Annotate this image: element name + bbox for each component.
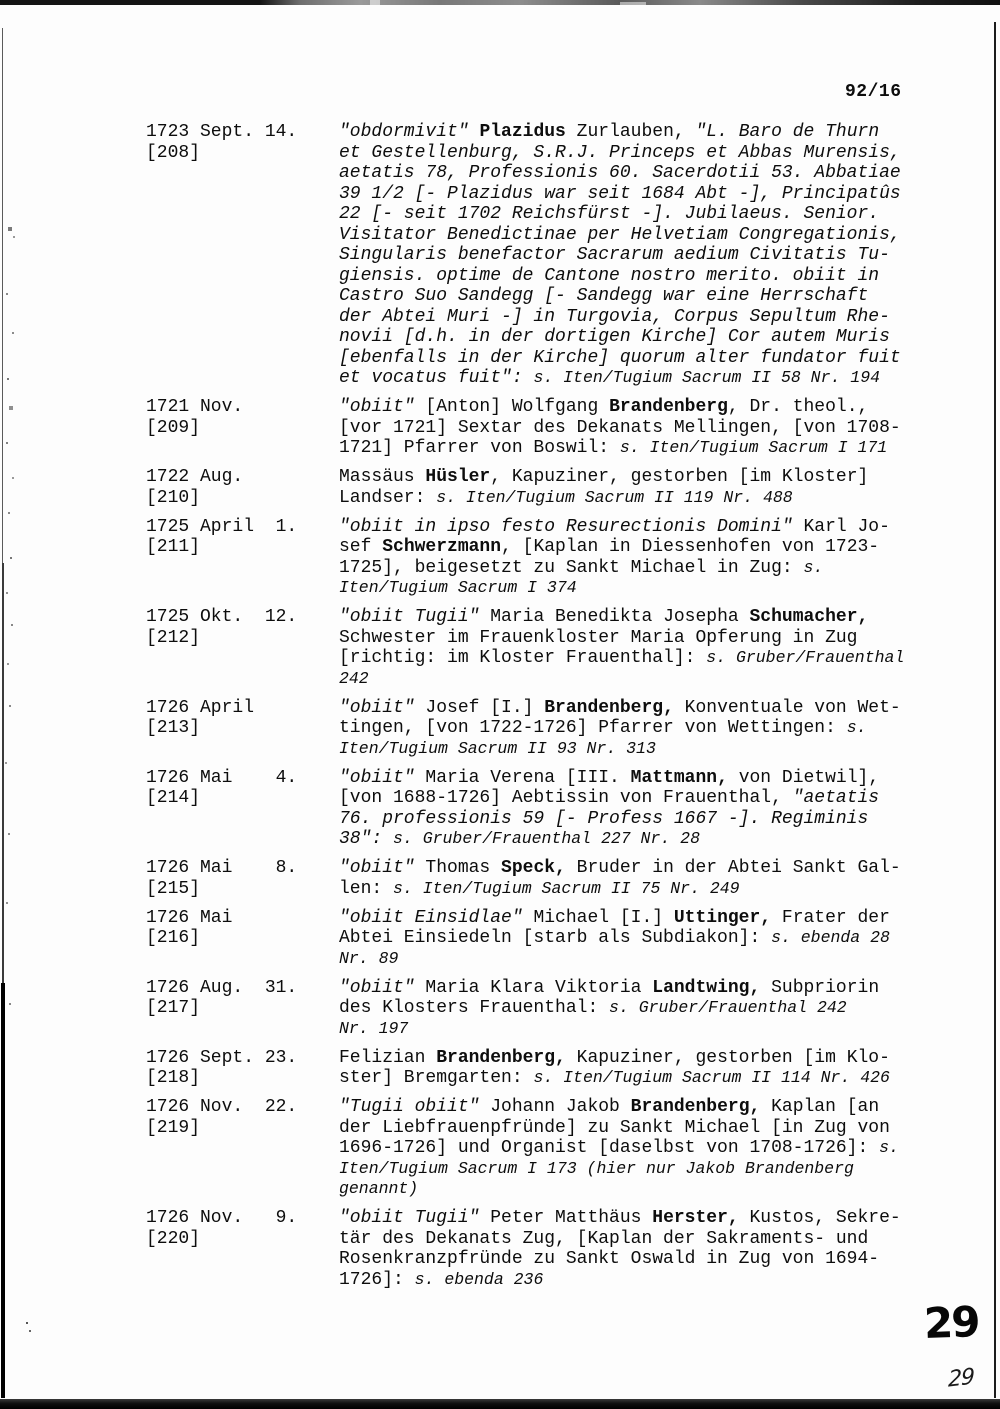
entry-line — [339, 1179, 970, 1200]
entry-line — [339, 669, 970, 690]
text-segment: Peter Matthäus — [479, 1208, 653, 1228]
entry-body — [339, 122, 970, 389]
entry-line — [339, 488, 970, 509]
entry-date-column — [146, 698, 339, 760]
scan-left-edge-line — [1, 983, 5, 1398]
entry-line — [339, 537, 970, 558]
register-entry — [146, 1208, 970, 1290]
entry-date: 1726 Sept. 23. — [146, 1047, 298, 1068]
entry-date: 1723 Sept. 14. — [146, 122, 298, 142]
text-segment: s. Iten/Tugium Sacrum II 75 Nr. 249 — [393, 878, 740, 898]
text-segment: "obiit" — [339, 697, 415, 718]
text-segment: 38": — [339, 829, 394, 849]
text-segment: Iten/Tugium Sacrum I 374 — [339, 578, 577, 597]
entry-date: 1725 April 1. — [146, 516, 298, 537]
entry-ref: [216] — [146, 928, 201, 948]
text-segment: Castro Suo Sandegg [- Sandegg war eine Herrschaft — [339, 286, 869, 306]
entry-line — [339, 829, 970, 850]
text-segment: Kustos, Sekre- — [738, 1208, 901, 1228]
entry-ref: [218] — [146, 1068, 201, 1088]
text-segment: s. ebenda 28 — [771, 928, 890, 947]
entry-line — [339, 698, 970, 719]
scan-top-edge-bar — [0, 0, 1000, 5]
entry-line — [339, 978, 970, 999]
register-entries — [146, 122, 970, 1299]
entry-body — [339, 607, 970, 689]
text-segment: "Tugii obiit" — [339, 1097, 480, 1117]
entry-date-column — [146, 858, 339, 899]
text-segment: Schwester im Frauenkloster Maria Opferung in Zug — [339, 627, 858, 648]
entry-line — [339, 327, 970, 348]
entry-ref: [213] — [146, 718, 201, 738]
text-segment: Singularis benefactor Sacrarum aedium Civitatis Tu- — [339, 245, 890, 265]
entry-line — [339, 998, 970, 1019]
entry-date-column — [146, 607, 339, 689]
text-segment: des Klosters Frauenthal: — [339, 998, 610, 1018]
entry-ref: [219] — [146, 1117, 201, 1138]
text-segment: Josef [I.] — [414, 697, 545, 718]
entry-ref: [211] — [146, 537, 201, 557]
text-segment: tingen, [von 1722-1726] Pfarrer von Wettingen: — [339, 718, 847, 738]
text-segment: [richtig: im Kloster Frauenthal]: — [339, 648, 707, 668]
register-entry — [146, 1097, 970, 1200]
text-segment: sef — [339, 537, 383, 557]
entry-line — [339, 628, 970, 649]
entry-date-column — [146, 397, 339, 459]
register-entry — [146, 122, 970, 389]
text-segment: s. Iten/Tugium Sacrum I 171 — [619, 438, 888, 457]
text-segment: "obiit" — [339, 397, 415, 417]
entry-line — [339, 517, 970, 538]
entry-line — [339, 739, 970, 760]
entry-ref: [208] — [146, 142, 201, 163]
register-entry — [146, 858, 970, 899]
entry-body — [339, 978, 970, 1040]
text-segment: Kaplan [an — [760, 1097, 880, 1117]
entry-date-column — [146, 978, 339, 1040]
text-segment: , Dr. theol., — [727, 397, 869, 417]
entry-date-column — [146, 908, 339, 970]
entry-body — [339, 768, 970, 850]
entry-date: 1726 April — [146, 697, 255, 718]
entry-line — [339, 1138, 970, 1159]
entry-date: 1726 Aug. 31. — [146, 977, 298, 998]
text-segment: Visitator Benedictinae per Helvetiam Congregationis, — [339, 224, 901, 245]
entry-date: 1721 Nov. — [146, 397, 244, 417]
text-segment: 1726]: — [339, 1269, 415, 1290]
text-segment: et vocatus fuit": — [339, 368, 534, 388]
text-segment: Maria Benedikta Josepha — [479, 607, 750, 627]
entry-line — [339, 908, 970, 929]
entry-line — [339, 418, 970, 439]
text-segment: len: — [339, 878, 394, 899]
scan-top-edge-gap — [620, 2, 646, 5]
entry-line — [339, 204, 970, 225]
text-segment: Speck, — [501, 858, 566, 878]
scan-left-edge-line — [2, 28, 3, 563]
text-segment: Massäus — [339, 467, 426, 487]
entry-line — [339, 1118, 970, 1139]
entry-line — [339, 809, 970, 830]
entry-line — [339, 768, 970, 789]
entry-line — [339, 307, 970, 328]
header-page-number: 92/16 — [845, 82, 902, 102]
entry-ref: [217] — [146, 998, 201, 1018]
text-segment: "obiit" — [339, 858, 415, 878]
entry-date-column — [146, 1208, 339, 1290]
text-segment: 22 [- seit 1702 Reichsfürst -]. Jubilaeus. Senior. — [339, 204, 880, 224]
text-segment: 1696-1726] und Organist [daselbst von 1708-1726]: — [339, 1138, 880, 1158]
text-segment: Brandenberg — [609, 397, 728, 417]
entry-line — [339, 1048, 970, 1069]
entry-line — [339, 467, 970, 488]
scan-left-edge-line — [2, 563, 4, 983]
entry-line — [339, 348, 970, 369]
text-segment: Felizian — [339, 1047, 437, 1068]
scan-right-edge-line — [994, 22, 996, 1398]
entry-date-column — [146, 768, 339, 850]
entry-line — [339, 1019, 970, 1040]
entry-date: 1726 Mai 4. — [146, 767, 298, 788]
entry-ref: [220] — [146, 1228, 201, 1249]
text-segment: Uttinger, — [673, 907, 772, 928]
text-segment: s. Gruber/Frauenthal 227 Nr. 28 — [393, 829, 700, 848]
entry-ref: [209] — [146, 417, 201, 438]
register-entry — [146, 978, 970, 1040]
entry-ref: [210] — [146, 487, 201, 508]
text-segment: Schumacher, — [749, 607, 869, 627]
entry-date: 1726 Mai — [146, 907, 233, 928]
text-segment: et Gestellenburg, S.R.J. Princeps et Abbas Murensis, — [339, 142, 901, 163]
text-segment: Bruder in der Abtei Sankt Gal- — [565, 858, 901, 878]
text-segment: s. Gruber/Frauenthal — [706, 648, 905, 667]
register-entry — [146, 768, 970, 850]
entry-date-column — [146, 467, 339, 508]
text-segment: 39 1/2 [- Plazidus war seit 1684 Abt -], Principatûs — [339, 183, 901, 204]
text-segment: Landser: — [339, 487, 437, 508]
entry-line — [339, 266, 970, 287]
entry-ref: [212] — [146, 627, 201, 648]
entry-body — [339, 397, 970, 459]
entry-ref: [215] — [146, 878, 201, 899]
scan-speckles — [0, 0, 2, 2]
entry-line — [339, 718, 970, 739]
entry-line — [339, 879, 970, 900]
entry-date-column — [146, 122, 339, 389]
text-segment: 76. professionis 59 [- Profess 1667 -]. Regiminis — [339, 808, 869, 829]
text-segment: Plazidus — [479, 122, 566, 142]
text-segment: "obiit" — [339, 977, 415, 998]
entry-line — [339, 558, 970, 579]
entry-line — [339, 286, 970, 307]
text-segment: Landtwing, — [652, 977, 761, 998]
entry-line — [339, 368, 970, 389]
register-entry — [146, 1048, 970, 1089]
scan-top-edge-gap — [370, 0, 380, 5]
text-segment: der Liebfrauenpfründe] zu Sankt Michael [in Zug von — [339, 1117, 890, 1138]
text-segment: Kapuziner, gestorben [im Klo- — [565, 1047, 890, 1068]
entry-line — [339, 122, 970, 143]
entry-line — [339, 163, 970, 184]
entry-date-column — [146, 517, 339, 599]
text-segment: Schwerzmann — [382, 537, 502, 557]
entry-line — [339, 928, 970, 949]
entry-line — [339, 1229, 970, 1250]
text-segment: "aetatis — [792, 788, 880, 808]
text-segment: Mattmann, — [630, 767, 728, 788]
text-segment: giensis. optime de Cantone nostro merito. obiit in — [339, 265, 880, 286]
entry-body — [339, 1097, 970, 1200]
entry-line — [339, 607, 970, 628]
entry-date: 1726 Nov. 9. — [146, 1208, 298, 1228]
text-segment: Rosenkranzpfründe zu Sankt Oswald in Zug von 1694- — [339, 1249, 880, 1269]
entry-line — [339, 788, 970, 809]
text-segment: 242 — [339, 668, 369, 688]
entry-line — [339, 143, 970, 164]
text-segment: ster] Bremgarten: — [339, 1068, 534, 1088]
entry-line — [339, 1097, 970, 1118]
text-segment: Maria Klara Viktoria — [414, 977, 653, 998]
entry-date: 1726 Mai 8. — [146, 858, 298, 878]
register-entry — [146, 467, 970, 508]
entry-date: 1726 Nov. 22. — [146, 1097, 298, 1117]
text-segment: s. — [879, 1138, 899, 1157]
text-segment: "L. Baro de Thurn — [695, 122, 880, 142]
entry-body — [339, 467, 970, 508]
entry-line — [339, 225, 970, 246]
text-segment: "obiit Tugii" — [339, 1208, 480, 1228]
text-segment: Maria Verena [III. — [414, 767, 631, 788]
text-segment: s. Iten/Tugium Sacrum II 58 Nr. 194 — [533, 368, 880, 387]
text-segment: s. — [803, 557, 824, 577]
text-segment: Konventuale von Wet- — [673, 697, 901, 718]
text-segment: "obdormivit" — [339, 122, 480, 142]
text-segment: von Dietwil], — [727, 767, 880, 788]
entry-body — [339, 517, 970, 599]
text-segment: Hüsler — [425, 467, 491, 487]
text-segment: tär des Dekanats Zug, [Kaplan der Sakraments- und — [339, 1228, 869, 1249]
text-segment: [Anton] Wolfgang — [414, 397, 610, 417]
entry-line — [339, 397, 970, 418]
text-segment: Frater der — [771, 907, 890, 928]
handwritten-page-number-large: 29 — [923, 1297, 980, 1348]
text-segment: 1721] Pfarrer von Boswil: — [339, 438, 620, 458]
text-segment: Iten/Tugium Sacrum I 173 (hier nur Jakob Brandenberg — [339, 1158, 854, 1178]
register-entry — [146, 397, 970, 459]
text-segment: s. ebenda 236 — [414, 1269, 544, 1289]
register-entry — [146, 517, 970, 599]
text-segment: aetatis 78, Professionis 60. Sacerdotii 53. Abbatiae — [339, 163, 901, 183]
text-segment: s. — [846, 718, 867, 737]
text-segment: s. Gruber/Frauenthal 242 — [609, 998, 847, 1017]
text-segment: [ebenfalls in der Kirche] quorum alter fundator fuit — [339, 347, 901, 368]
text-segment: Abtei Einsiedeln [starb als Subdiakon]: — [339, 928, 772, 948]
entry-body — [339, 1048, 970, 1089]
entry-line — [339, 858, 970, 879]
text-segment: genannt) — [339, 1179, 419, 1198]
entry-body — [339, 698, 970, 760]
entry-line — [339, 949, 970, 970]
entry-body — [339, 1208, 970, 1290]
text-segment: Karl Jo- — [792, 516, 890, 537]
text-segment: [vor 1721] Sextar des Dekanats Mellingen, [von 1708- — [339, 417, 901, 438]
text-segment: s. Iten/Tugium Sacrum II 119 Nr. 488 — [436, 487, 793, 507]
text-segment: novii [d.h. in der dortigen Kirche] Cor autem Muris — [339, 327, 890, 347]
entry-line — [339, 1068, 970, 1089]
text-segment: Nr. 89 — [339, 948, 399, 968]
entry-line — [339, 438, 970, 459]
text-segment: Brandenberg, — [436, 1047, 566, 1068]
text-segment: "obiit Tugii" — [339, 607, 480, 627]
entry-line — [339, 245, 970, 266]
text-segment: "obiit Einsidlae" — [339, 907, 523, 928]
register-entry — [146, 698, 970, 760]
entry-date-column — [146, 1097, 339, 1200]
entry-line — [339, 184, 970, 205]
text-segment: s. Iten/Tugium Sacrum II 114 Nr. 426 — [533, 1068, 890, 1087]
handwritten-page-number-small: 29 — [947, 1364, 975, 1393]
entry-line — [339, 1249, 970, 1270]
entry-body — [339, 908, 970, 970]
entry-ref: [214] — [146, 788, 201, 808]
text-segment: Subpriorin — [760, 977, 880, 998]
text-segment: 1725], beigesetzt zu Sankt Michael in Zug: — [339, 557, 804, 578]
text-segment: Zurlauben, — [565, 122, 696, 142]
entry-line — [339, 1270, 970, 1291]
register-entry — [146, 607, 970, 689]
text-segment: "obiit" — [339, 767, 415, 788]
text-segment: Brandenberg, — [544, 697, 674, 718]
entry-line — [339, 648, 970, 669]
text-segment: Nr. 197 — [339, 1018, 409, 1038]
text-segment: [von 1688-1726] Aebtissin von Frauenthal, — [339, 788, 793, 808]
text-segment: der Abtei Muri -] in Turgovia, Corpus Sepultum Rhe- — [339, 306, 890, 327]
text-segment: "obiit in ipso festo Resurectionis Domini" — [339, 516, 793, 537]
text-segment: Iten/Tugium Sacrum II 93 Nr. 313 — [339, 738, 656, 758]
entry-line — [339, 578, 970, 599]
entry-line — [339, 1159, 970, 1180]
entry-date-column — [146, 1048, 339, 1089]
register-entry — [146, 908, 970, 970]
text-segment: Brandenberg, — [630, 1097, 761, 1117]
entry-body — [339, 858, 970, 899]
text-segment: , [Kaplan in Diessenhofen von 1723- — [501, 537, 880, 557]
text-segment: , Kapuziner, gestorben [im Kloster] — [490, 467, 869, 487]
text-segment: Thomas — [414, 858, 502, 878]
entry-line — [339, 1208, 970, 1229]
scan-bottom-edge-bar — [0, 1399, 1000, 1409]
text-segment: Herster, — [652, 1208, 739, 1228]
entry-date: 1725 Okt. 12. — [146, 607, 298, 627]
text-segment: Johann Jakob — [479, 1097, 631, 1117]
text-segment: Michael [I.] — [522, 907, 674, 928]
entry-date: 1722 Aug. — [146, 467, 244, 487]
